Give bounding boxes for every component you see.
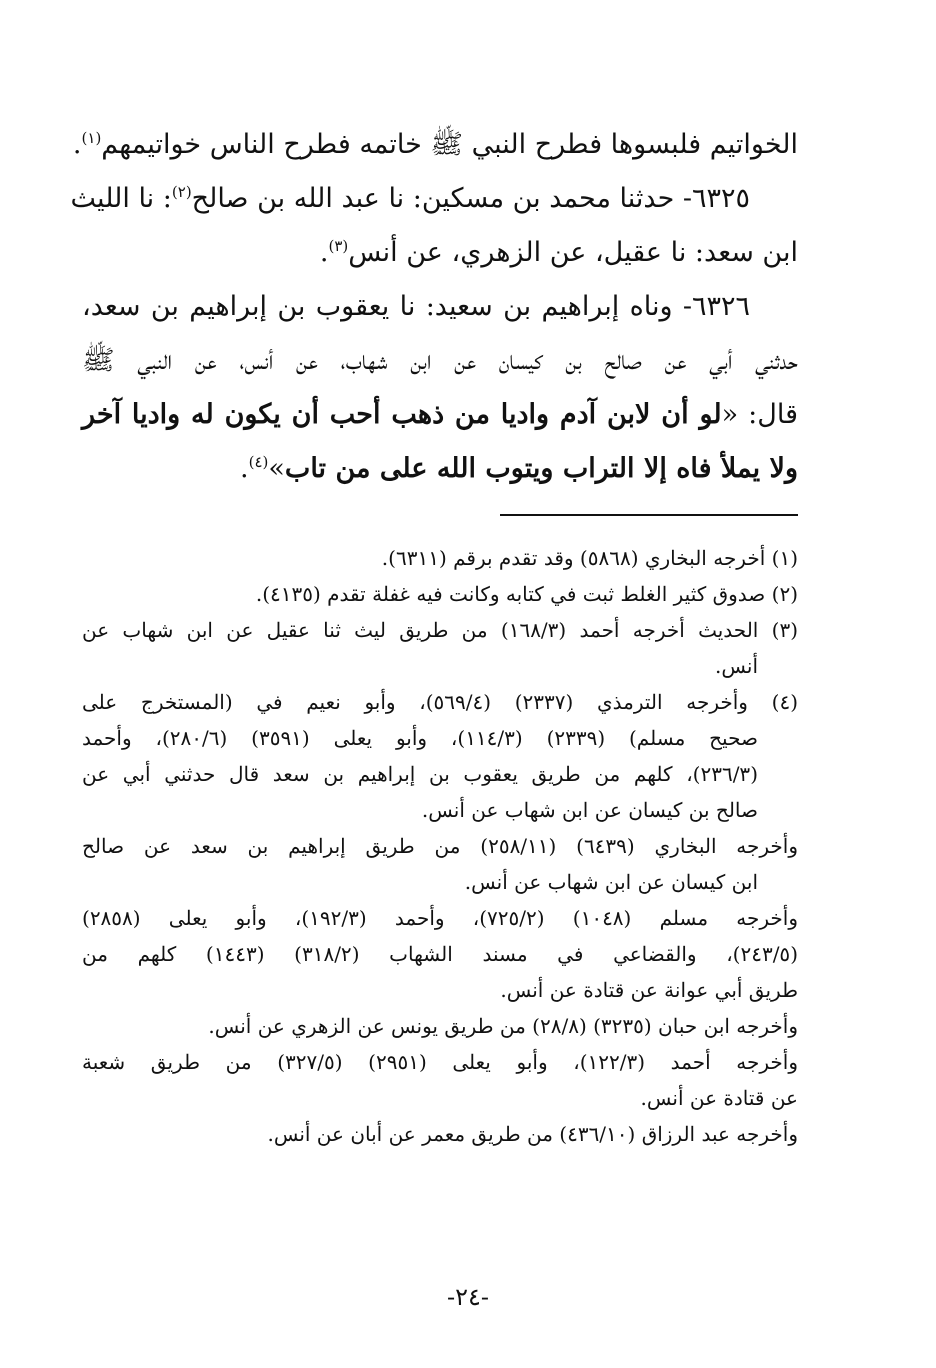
main-line-4: ٦٣٢٦- وناه إبراهيم بن سعيد: نا يعقوب بن إبراهيم بن سعد، [82, 291, 750, 322]
footnote-1: (١) أخرجه البخاري (٥٨٦٨) وقد تقدم برقم (٦٣١١). [381, 546, 798, 570]
footnote-4-line-6: ابن كيسان عن ابن شهاب عن أنس. [464, 870, 758, 894]
footnote-ref-2[interactable]: (٢) [171, 183, 192, 201]
footnote-4-line-9: طريق أبي عوانة عن قتادة عن أنس. [500, 978, 798, 1002]
footnote-ref-3[interactable]: (٣) [328, 237, 349, 255]
footnote-4-line-8: (٢٤٣/٥)، والقضاعي في مسند الشهاب (٣١٨/٢) (١٤٤٣) كلهم من [82, 942, 798, 966]
main-text [70, 118, 799, 496]
footnote-4-line-12: عن قتادة عن أنس. [640, 1086, 798, 1110]
footnote-4-line-3: (٢٣٦/٣)، كلهم من طريق يعقوب بن إبراهيم بن سعد قال حدثني أبي عن [82, 762, 758, 786]
footnote-4-line-10: وأخرجه ابن حبان (٣٢٣٥) (٢٨/٨) من طريق يونس عن الزهري عن أنس. [208, 1014, 798, 1038]
footnote-4-line-7: وأخرجه مسلم (١٠٤٨) (٧٢٥/٢)، وأحمد (١٩٢/٣)، وأبو يعلى (٢٨٥٨) [82, 906, 798, 930]
footnote-divider [500, 514, 798, 516]
hadith-text-line-1: لو أن لابن آدم واديا من ذهب أحب أن يكون له واديا آخر [82, 399, 722, 430]
footnote-4-line-2: صحيح مسلم) (٢٣٣٩) (١١٤/٣)، وأبو يعلى (٣٥٩١) (٢٨٠/٦)، وأحمد [82, 726, 758, 750]
footnotes [82, 540, 798, 1152]
main-line-1: الخواتيم فلبسوها فطرح النبي ﷺ خاتمه فطرح الناس خواتيمهم$^{(١)}$. [72, 129, 798, 160]
footnote-ref-4[interactable]: (٤) [248, 453, 269, 471]
hadith-text-line-2: ولا يملأ فاه إلا التراب ويتوب الله على من تاب [284, 453, 798, 484]
footnote-4-line-13: وأخرجه عبد الرزاق (٤٣٦/١٠) من طريق معمر عن أبان عن أنس. [267, 1122, 798, 1146]
footnote-3: (٣) الحديث أخرجه أحمد (١٦٨/٣) من طريق ليث ثنا عقيل عن ابن شهاب عن [82, 618, 798, 642]
footnote-4-line-5: وأخرجه البخاري (٦٤٣٩) (٢٥٨/١١) من طريق إبراهيم بن سعد عن صالح [82, 834, 799, 858]
footnote-2: (٢) صدوق كثير الغلط ثبت في كتابه وكانت فيه غفلة تقدم (٤١٣٥). [255, 582, 798, 606]
footnote-3-cont: أنس. [715, 654, 758, 678]
footnote-4: (٤) وأخرجه الترمذي (٢٣٣٧) (٥٦٩/٤)، وأبو نعيم في (المستخرج على [82, 690, 799, 714]
main-line-7: ولا يملأ فاه إلا التراب ويتوب الله على من تاب»$^{(٤)}$. [240, 453, 798, 484]
footnote-4-line-4: صالح بن كيسان عن ابن شهاب عن أنس. [421, 798, 758, 822]
main-line-2: ٦٣٢٥- حدثنا محمد بن مسكين: نا عبد الله بن صالح$^{(٢)}$: نا الليث [70, 183, 750, 214]
main-line-3: ابن سعد: نا عقيل، عن الزهري، عن أنس$^{(٣)}$. [319, 237, 798, 268]
main-line-5: حدثني أبي عن صالح بن كيسان عن ابن شهاب، عن أنس، عن النبي ﷺ [82, 345, 798, 376]
page-number: -٢٤- [447, 1283, 489, 1311]
footnote-4-line-11: وأخرجه أحمد (١٢٢/٣)، وأبو يعلى (٢٩٥١) (٣٢٧/٥) من طريق شعبة [82, 1050, 798, 1074]
footnote-ref-1[interactable]: (١) [81, 129, 102, 147]
main-line-6: قال: «لو أن لابن آدم واديا من ذهب أحب أن يكون له واديا آخر [82, 399, 799, 430]
